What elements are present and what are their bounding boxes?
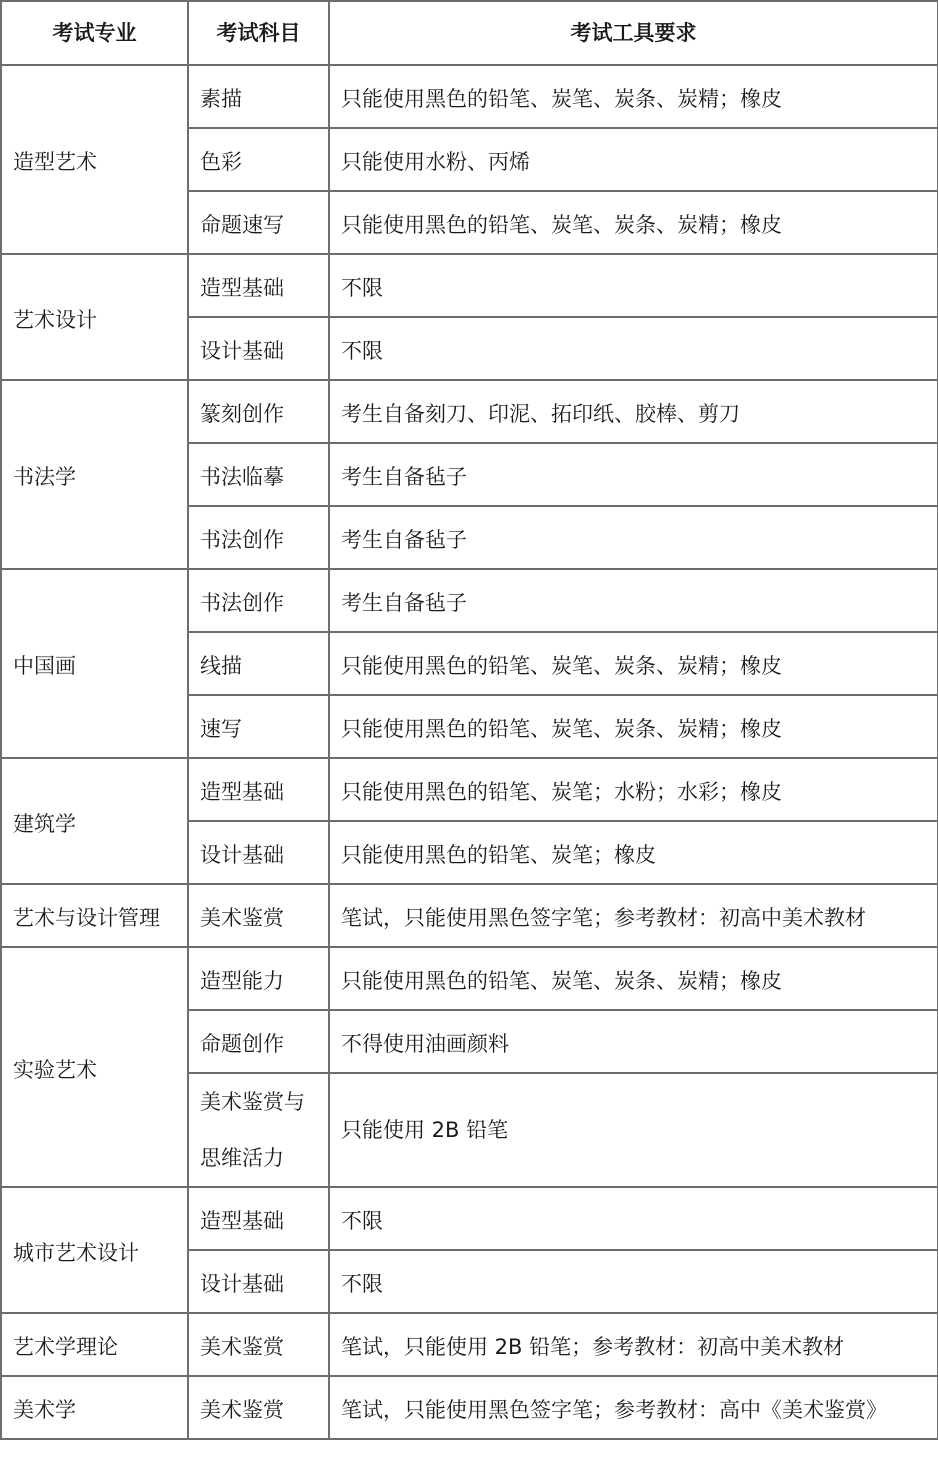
- subject-cell: 命题速写: [188, 191, 329, 254]
- subject-cell: 设计基础: [188, 1250, 329, 1313]
- table-row: [1, 1376, 938, 1439]
- requirement-cell: 不得使用油画颜料: [329, 1010, 938, 1073]
- header-requirement: 考试工具要求: [329, 1, 938, 65]
- requirement-cell: 只能使用黑色的铅笔、炭笔、炭条、炭精；橡皮: [329, 632, 938, 695]
- subject-cell: 设计基础: [188, 821, 329, 884]
- requirement-cell: 只能使用水粉、丙烯: [329, 128, 938, 191]
- major-cell: 艺术与设计管理: [1, 884, 188, 947]
- subject-cell: 造型能力: [188, 947, 329, 1010]
- subject-cell: 速写: [188, 695, 329, 758]
- subject-cell: 美术鉴赏: [188, 1376, 329, 1439]
- subject-cell: 命题创作: [188, 1010, 329, 1073]
- header-row: [1, 1, 938, 65]
- subject-cell: 造型基础: [188, 254, 329, 317]
- major-cell: 中国画: [1, 569, 188, 758]
- table-row: [1, 758, 938, 821]
- subject-cell: 美术鉴赏与思维活力: [188, 1073, 329, 1187]
- table-row: [1, 884, 938, 947]
- header-subject: 考试科目: [188, 1, 329, 65]
- major-cell: 建筑学: [1, 758, 188, 884]
- requirement-cell: 只能使用黑色的铅笔、炭笔；水粉；水彩；橡皮: [329, 758, 938, 821]
- table-row: [1, 569, 938, 632]
- table-row: [1, 947, 938, 1010]
- major-cell: 美术学: [1, 1376, 188, 1439]
- subject-cell: 美术鉴赏: [188, 1313, 329, 1376]
- requirement-cell: 不限: [329, 1250, 938, 1313]
- subject-cell: 素描: [188, 65, 329, 128]
- subject-cell: 设计基础: [188, 317, 329, 380]
- requirement-cell: 考生自备毡子: [329, 569, 938, 632]
- requirement-cell: 只能使用 2B 铅笔: [329, 1073, 938, 1187]
- major-cell: 书法学: [1, 380, 188, 569]
- subject-cell: 美术鉴赏: [188, 884, 329, 947]
- subject-cell: 篆刻创作: [188, 380, 329, 443]
- requirement-cell: 笔试，只能使用黑色签字笔；参考教材：初高中美术教材: [329, 884, 938, 947]
- subject-cell: 书法创作: [188, 569, 329, 632]
- requirement-cell: 不限: [329, 317, 938, 380]
- table-row: [1, 254, 938, 317]
- major-cell: 艺术学理论: [1, 1313, 188, 1376]
- major-cell: 艺术设计: [1, 254, 188, 380]
- table-row: [1, 380, 938, 443]
- requirement-cell: 不限: [329, 254, 938, 317]
- requirement-cell: 不限: [329, 1187, 938, 1250]
- subject-cell: 造型基础: [188, 758, 329, 821]
- subject-cell: 造型基础: [188, 1187, 329, 1250]
- requirement-cell: 只能使用黑色的铅笔、炭笔、炭条、炭精；橡皮: [329, 947, 938, 1010]
- requirement-cell: 只能使用黑色的铅笔、炭笔、炭条、炭精；橡皮: [329, 695, 938, 758]
- requirement-cell: 笔试，只能使用黑色签字笔；参考教材：高中《美术鉴赏》: [329, 1376, 938, 1439]
- subject-cell: 书法临摹: [188, 443, 329, 506]
- requirement-cell: 只能使用黑色的铅笔、炭笔、炭条、炭精；橡皮: [329, 191, 938, 254]
- requirement-cell: 考生自备刻刀、印泥、拓印纸、胶棒、剪刀: [329, 380, 938, 443]
- header-major: 考试专业: [1, 1, 188, 65]
- major-cell: 造型艺术: [1, 65, 188, 254]
- requirement-cell: 考生自备毡子: [329, 506, 938, 569]
- requirement-cell: 笔试，只能使用 2B 铅笔；参考教材：初高中美术教材: [329, 1313, 938, 1376]
- requirement-cell: 只能使用黑色的铅笔、炭笔、炭条、炭精；橡皮: [329, 65, 938, 128]
- requirement-cell: 只能使用黑色的铅笔、炭笔；橡皮: [329, 821, 938, 884]
- table-row: [1, 65, 938, 128]
- subject-cell: 色彩: [188, 128, 329, 191]
- subject-cell: 线描: [188, 632, 329, 695]
- major-cell: 实验艺术: [1, 947, 188, 1187]
- subject-cell: 书法创作: [188, 506, 329, 569]
- requirement-cell: 考生自备毡子: [329, 443, 938, 506]
- table-row: [1, 1187, 938, 1250]
- major-cell: 城市艺术设计: [1, 1187, 188, 1313]
- table-row: [1, 1313, 938, 1376]
